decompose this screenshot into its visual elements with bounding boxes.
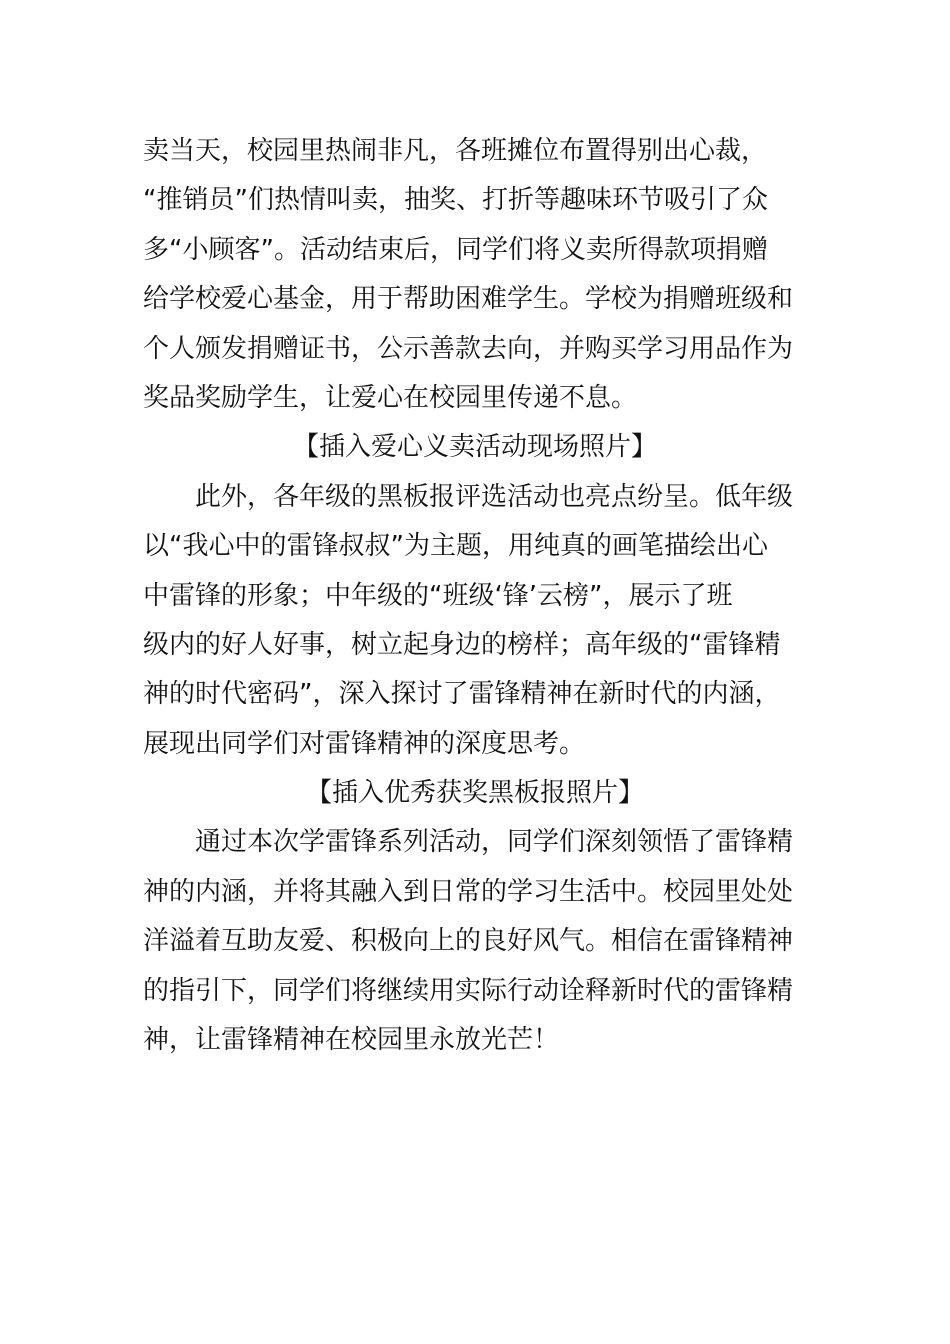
text-line: 神的时代密码”，深入探讨了雷锋精神在新时代的内涵，: [143, 679, 781, 710]
text-line: “推销员”们热情叫卖，抽奖、打折等趣味环节吸引了众: [143, 185, 768, 216]
text-line: 给学校爱心基金，用于帮助困难学生。学校为捐赠班级和: [143, 284, 794, 315]
text-line: 个人颁发捐赠证书，公示善款去向，并购买学习用品作为: [143, 333, 794, 364]
photo-caption-charity-sale: 【插入爱心义卖活动现场照片】: [292, 432, 657, 463]
text-line: 的指引下，同学们将继续用实际行动诠释新时代的雷锋精: [143, 975, 794, 1006]
text-line: 通过本次学雷锋系列活动，同学们深刻领悟了雷锋精: [195, 827, 794, 858]
document-page: [143, 127, 807, 1065]
text-line: 展现出同学们对雷锋精神的深度思考。: [143, 728, 586, 759]
paragraph-blackboard: [143, 473, 807, 769]
text-line: 洋溢着互助友爱、积极向上的良好风气。相信在雷锋精神: [143, 926, 794, 957]
paragraph-conclusion: [143, 818, 807, 1065]
text-line: 此外，各年级的黑板报评选活动也亮点纷呈。低年级: [195, 481, 794, 512]
text-line: 神的内涵，并将其融入到日常的学习生活中。校园里处处: [143, 876, 794, 907]
text-line: 卖当天，校园里热闹非凡，各班摊位布置得别出心裁，: [143, 136, 768, 166]
paragraph-charity-sale: [143, 127, 807, 423]
text-line: 多“小顾客”。活动结束后，同学们将义卖所得款项捐赠: [143, 234, 768, 265]
text-line: 神，让雷锋精神在校园里永放光芒！: [143, 1025, 560, 1056]
text-line: 中雷锋的形象；中年级的“班级‘锋’云榜”，展示了班: [143, 580, 733, 611]
text-line: 以“我心中的雷锋叔叔”为主题，用纯真的画笔描绘出心: [143, 531, 768, 562]
text-line: 级内的好人好事，树立起身边的榜样；高年级的“雷锋精: [143, 629, 781, 660]
photo-caption-blackboard: 【插入优秀获奖黑板报照片】: [305, 778, 644, 809]
text-line: 奖品奖励学生，让爱心在校园里传递不息。: [143, 382, 638, 413]
